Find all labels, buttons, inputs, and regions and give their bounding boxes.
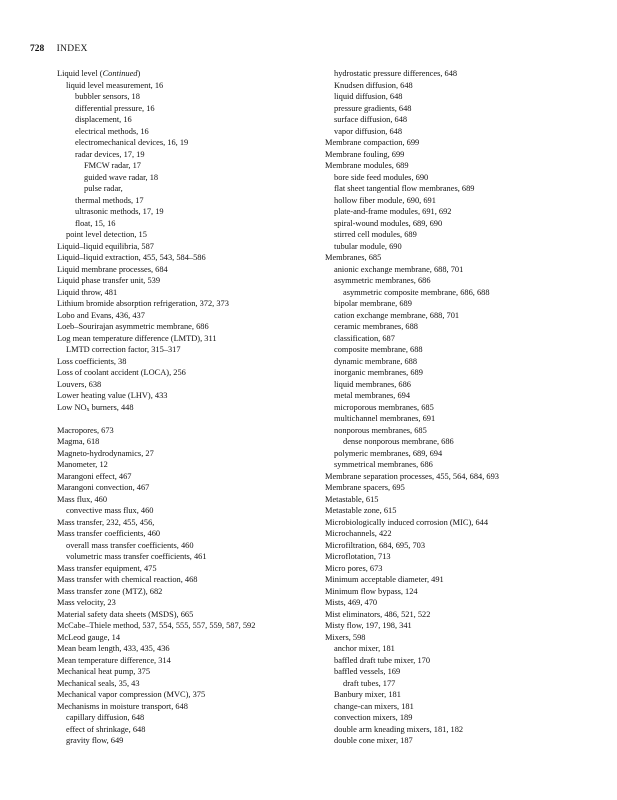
index-entry: Liquid phase transfer unit, 539 <box>57 276 161 285</box>
index-subentry: FMCW radar, 17 <box>84 161 141 170</box>
entry-text: burners, 448 <box>89 402 134 412</box>
index-subentry: change-can mixers, 181 <box>334 701 414 711</box>
index-gap <box>57 413 315 425</box>
page-number: 728 <box>30 44 45 54</box>
index-entry: Metastable zone, 615 <box>325 506 397 515</box>
index-entry: Marangoni effect, 467 <box>57 471 132 481</box>
index-subentry: convective mass flux, 460 <box>66 506 154 515</box>
index-entry: Microfiltration, 684, 695, 703 <box>325 540 426 550</box>
index-entry: Mechanical seals, 35, 43 <box>57 678 140 688</box>
index-entry: Membrane separation processes, 455, 564, 684, 693 <box>325 471 499 481</box>
index-subentry: capillary diffusion, 648 <box>66 713 145 722</box>
index-entry: Lobo and Evans, 436, 437 <box>57 310 145 320</box>
index-entry: Mass transfer equipment, 475 <box>57 563 157 573</box>
index-entry: Microbiologically induced corrosion (MIC), 644 <box>325 517 489 527</box>
index-subentry: ultrasonic methods, 17, 19 <box>75 207 164 216</box>
index-entry: Microchannels, 422 <box>325 529 392 538</box>
index-subentry: double arm kneading mixers, 181, 182 <box>334 724 464 734</box>
index-entry: Misty flow, 197, 198, 341 <box>325 621 412 630</box>
index-subentry: thermal methods, 17 <box>75 195 144 205</box>
index-subentry: composite membrane, 688 <box>334 345 423 354</box>
index-subentry: differential pressure, 16 <box>75 103 155 113</box>
index-subentry: Banbury mixer, 181 <box>334 690 401 699</box>
entry-italic-text: Continued <box>102 69 138 78</box>
index-entry: Mechanisms in moisture transport, 648 <box>57 701 188 711</box>
running-title: INDEX <box>56 44 88 54</box>
index-subentry: inorganic membranes, 689 <box>334 368 423 377</box>
index-subentry: ceramic membranes, 688 <box>334 322 418 331</box>
index-subentry: displacement, 16 <box>75 115 132 124</box>
index-entry: Loss of coolant accident (LOCA), 256 <box>57 368 186 377</box>
index-subentry: gravity flow, 649 <box>66 736 124 745</box>
index-entry: Membrane modules, 689 <box>325 161 409 170</box>
page-header <box>30 44 88 54</box>
index-subentry: tubular module, 690 <box>334 241 402 251</box>
index-entry <box>57 402 315 414</box>
index-entry: Mean beam length, 433, 435, 436 <box>57 644 170 653</box>
index-entry: Lower heating value (LHV), 433 <box>57 391 168 400</box>
index-subentry: bipolar membrane, 689 <box>334 299 412 308</box>
index-subentry: classification, 687 <box>334 333 395 343</box>
index-entry: Metastable, 615 <box>325 494 379 504</box>
index-entry: Mechanical vapor compression (MVC), 375 <box>57 690 206 699</box>
index-entry: Mixers, 598 <box>325 632 366 642</box>
index-subentry: liquid level measurement, 16 <box>66 80 164 90</box>
index-subentry: float, 15, 16 <box>75 218 116 228</box>
index-subentry: electromechanical devices, 16, 19 <box>75 138 189 147</box>
index-subentry: dynamic membrane, 688 <box>334 356 418 366</box>
index-entry: Manometer, 12 <box>57 460 108 469</box>
entry-subscript: x <box>86 406 90 413</box>
index-subentry: guided wave radar, 18 <box>84 172 159 182</box>
index-entry: Mass transfer coefficients, 460 <box>57 529 161 538</box>
index-subentry: liquid diffusion, 648 <box>334 92 403 101</box>
index-subentry: hydrostatic pressure differences, 648 <box>334 69 458 78</box>
index-entry: Louvers, 638 <box>57 379 102 389</box>
index-subentry: baffled vessels, 169 <box>334 667 401 676</box>
index-subentry: multichannel membranes, 691 <box>334 414 436 423</box>
entry-text: Liquid level ( <box>57 69 103 78</box>
index-entry: Marangoni convection, 467 <box>57 483 150 492</box>
entry-text: Low NO <box>57 402 87 412</box>
index-entry: Macropores, 673 <box>57 425 114 435</box>
index-entry: Liquid throw, 481 <box>57 287 118 297</box>
index-entry: Magneto-hydrodynamics, 27 <box>57 448 154 458</box>
index-entry: Micro pores, 673 <box>325 563 383 573</box>
index-entry: Magma, 618 <box>57 437 100 446</box>
index-subentry: pressure gradients, 648 <box>334 103 412 113</box>
index-subentry: effect of shrinkage, 648 <box>66 724 146 734</box>
index-entry: Liquid membrane processes, 684 <box>57 264 168 274</box>
index-subentry: draft tubes, 177 <box>343 678 396 688</box>
index-subentry: overall mass transfer coefficients, 460 <box>66 540 194 550</box>
index-entry: Minimum flow bypass, 124 <box>325 586 418 596</box>
index-subentry: flat sheet tangential flow membranes, 689 <box>334 184 475 193</box>
index-subentry: cation exchange membrane, 688, 701 <box>334 310 460 320</box>
index-entry: Membrane compaction, 699 <box>325 138 420 147</box>
index-entry: Mean temperature difference, 314 <box>57 655 171 665</box>
index-subentry: point level detection, 15 <box>66 230 147 239</box>
index-subentry: stirred cell modules, 689 <box>334 230 417 239</box>
index-column-left <box>57 68 315 747</box>
index-entry: Mass transfer, 232, 455, 456, <box>57 517 155 527</box>
index-entry: Mechanical heat pump, 375 <box>57 667 151 676</box>
index-entry: Log mean temperature difference (LMTD), 311 <box>57 333 217 343</box>
index-subentry: LMTD correction factor, 315–317 <box>66 345 181 354</box>
index-entry: Material safety data sheets (MSDS), 665 <box>57 609 194 619</box>
index-entry: Mass velocity, 23 <box>57 598 116 607</box>
index-entry: Membranes, 685 <box>325 253 382 262</box>
index-entry: Lithium bromide absorption refrigeration, 372, 373 <box>57 299 229 308</box>
index-subentry: asymmetric membranes, 686 <box>334 276 431 285</box>
index-column-right <box>325 68 595 747</box>
index-subentry: anionic exchange membrane, 688, 701 <box>334 264 464 274</box>
index-entry: Minimum acceptable diameter, 491 <box>325 575 444 584</box>
index-subentry: dense nonporous membrane, 686 <box>343 437 454 446</box>
index-entry: Liquid–liquid equilibria, 587 <box>57 241 154 251</box>
index-entry: Mass flux, 460 <box>57 494 108 504</box>
index-subentry: convection mixers, 189 <box>334 713 413 722</box>
index-subentry: baffled draft tube mixer, 170 <box>334 655 431 665</box>
index-subentry: metal membranes, 694 <box>334 391 411 400</box>
index-entry: Mist eliminators, 486, 521, 522 <box>325 609 431 619</box>
index-entry: Membrane spacers, 695 <box>325 483 405 492</box>
index-entry <box>57 68 315 80</box>
index-subentry: microporous membranes, 685 <box>334 402 434 412</box>
index-subentry: double cone mixer, 187 <box>334 736 413 745</box>
index-subentry: volumetric mass transfer coefficients, 461 <box>66 552 207 561</box>
index-entry: Liquid–liquid extraction, 455, 543, 584–586 <box>57 253 206 262</box>
index-subentry: symmetrical membranes, 686 <box>334 460 433 469</box>
index-subentry: plate-and-frame modules, 691, 692 <box>334 207 452 216</box>
index-entry: Mass transfer with chemical reaction, 468 <box>57 575 198 584</box>
index-entry: Mass transfer zone (MTZ), 682 <box>57 586 163 596</box>
index-entry: McLeod gauge, 14 <box>57 632 121 642</box>
index-subentry: Knudsen diffusion, 648 <box>334 80 413 90</box>
index-entry: Microflotation, 713 <box>325 552 391 561</box>
index-subentry: asymmetric composite membrane, 686, 688 <box>343 287 490 297</box>
index-entry: Loeb–Sourirajan asymmetric membrane, 686 <box>57 322 209 331</box>
index-subentry: nonporous membranes, 685 <box>334 425 427 435</box>
index-subentry: bubbler sensors, 18 <box>75 92 140 101</box>
index-subentry: electrical methods, 16 <box>75 126 149 136</box>
index-subentry: spiral-wound modules, 689, 690 <box>334 218 443 228</box>
index-subentry: vapor diffusion, 648 <box>334 126 403 136</box>
index-entry: Membrane fouling, 699 <box>325 149 405 159</box>
index-subentry: anchor mixer, 181 <box>334 644 395 653</box>
index-subentry: polymeric membranes, 689, 694 <box>334 448 443 458</box>
index-subentry: radar devices, 17, 19 <box>75 149 145 159</box>
index-subentry: bore side feed modules, 690 <box>334 172 429 182</box>
index-subentry: hollow fiber module, 690, 691 <box>334 195 436 205</box>
index-subentry: liquid membranes, 686 <box>334 379 411 389</box>
index-entry: Mists, 469, 470 <box>325 598 378 607</box>
entry-text: ) <box>137 69 141 78</box>
index-entry: Loss coefficients, 38 <box>57 356 127 366</box>
index-subentry: pulse radar, <box>84 184 123 193</box>
index-subentry: surface diffusion, 648 <box>334 115 408 124</box>
index-entry: McCabe–Thiele method, 537, 554, 555, 557, 559, 587, 592 <box>57 621 256 630</box>
